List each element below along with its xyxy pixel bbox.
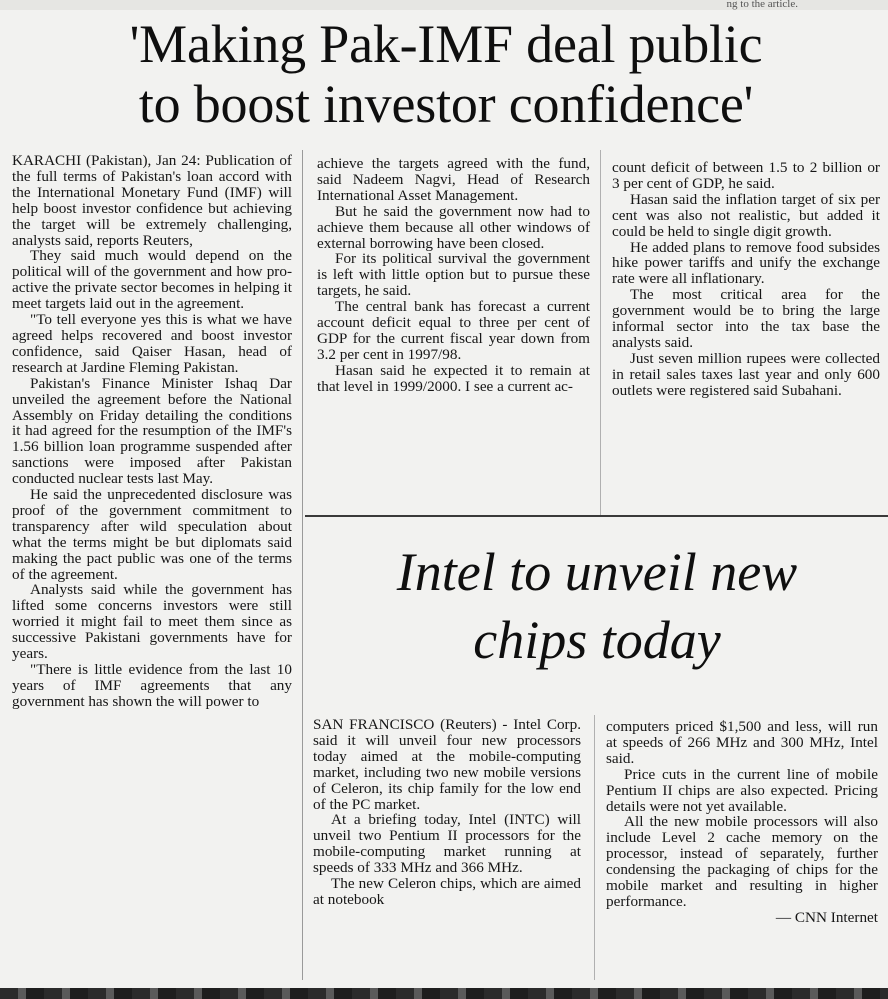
paragraph: At a briefing today, Intel (INTC) will unveil two Pentium II processors for the mobile-computing market running at speeds of 333 MHz and 366 MHz. (313, 811, 581, 877)
paragraph: He said the unprecedented disclosure was proof of the government commitment to transparency after wild speculation about what the terms might be but diplomats said making the pact public was one of the terms of the agreement. (12, 486, 292, 583)
paragraph: The new Celeron chips, which are aimed at notebook (313, 875, 581, 908)
previous-article-strip (0, 0, 888, 10)
paragraph: He added plans to remove food subsides hike power tariffs and unify the exchange rate were all inflationary. (612, 238, 880, 288)
headline-line-1: 'Making Pak-IMF deal public (129, 14, 763, 74)
paragraph: KARACHI (Pakistan), Jan 24: Publication of the full terms of Pakistan's loan accord with the International Monetary Fund (IMF) will help boost investor confidence but achieving the target will be extremely challenging, analysts said, reports Reuters, (12, 152, 292, 249)
headline-line-2: to boost investor confidence' (138, 74, 754, 134)
paragraph: All the new mobile processors will also include Level 2 cache memory on the processor, instead of separately, further condensing the packaging of chips for the mobile market and resulting in higher performance. (606, 813, 878, 910)
article-separator-rule (305, 515, 888, 517)
paragraph: Hasan said the inflation target of six per cent was also not realistic, but added it could be held to single digit growth. (612, 190, 880, 240)
article-headline-intel (308, 538, 886, 674)
imf-article-column-1 (12, 153, 292, 710)
paragraph: Just seven million rupees were collected in retail sales taxes last year and only 600 outlets were registered said Subahani. (612, 349, 880, 399)
article-credit: — CNN Internet (775, 908, 878, 926)
column-divider (600, 150, 601, 515)
headline-line-1: Intel to unveil new (396, 542, 798, 602)
paragraph: The most critical area for the government would be to bring the large informal sector into the tax base the analysts said. (612, 286, 880, 351)
paragraph: For its political survival the government is left with little option but to pursue these targets, he said. (317, 250, 590, 300)
imf-article-column-3 (612, 160, 880, 399)
paragraph: Analysts said while the government has lifted some concerns investors were still worried it might fail to meet them since as successive Pakistani governments have for years. (12, 581, 292, 663)
paragraph: SAN FRANCISCO (Reuters) - Intel Corp. said it will unveil four new processors today aimed at the mobile-computing market, including two new mobile versions of Celeron, its chip family for the low end of the PC market. (313, 716, 581, 813)
paragraph: Pakistan's Finance Minister Ishaq Dar unveiled the agreement before the National Assembly on Friday detailing the conditions it had agreed for the resumption of the IMF's 1.56 billion loan programme suspended after sanctions were imposed after Pakistan conducted nuclear tests last May. (12, 374, 292, 488)
paragraph: They said much would depend on the political will of the government and how pro-active the private sector becomes in helping it meet targets laid out in the agreement. (12, 247, 292, 313)
column-divider (594, 715, 595, 980)
previous-article-fragment: ng to the article. (726, 0, 798, 10)
paragraph: Price cuts in the current line of mobile Pentium II chips are also expected. Pricing details were not yet available. (606, 765, 878, 815)
headline-line-2: chips today (473, 610, 721, 670)
paragraph: Hasan said he expected it to remain at that level in 1999/2000. I see a current ac- (317, 361, 590, 395)
paragraph: count deficit of between 1.5 to 2 billion or 3 per cent of GDP, he said. (612, 159, 880, 192)
paragraph: "To tell everyone yes this is what we have agreed helps recovered and boost investor confidence, said Qaiser Hasan, head of research at Jardine Fleming Pakistan. (12, 311, 292, 376)
paragraph: computers priced $1,500 and less, will run at speeds of 266 MHz and 300 MHz, Intel said. (606, 718, 878, 767)
paragraph: "There is little evidence from the last 10 years of IMF agreements that any government has shown the will power to (12, 661, 292, 710)
intel-article-column-2 (606, 719, 878, 926)
imf-article-column-2 (317, 156, 590, 395)
paragraph: But he said the government now had to achieve them because all other windows of external borrowing have been closed. (317, 202, 590, 252)
article-headline-imf (12, 14, 880, 134)
intel-article-column-1 (313, 717, 581, 908)
next-article-strip (0, 988, 888, 999)
column-divider (302, 150, 303, 980)
paragraph: achieve the targets agreed with the fund, said Nadeem Nagvi, Head of Research International Asset Management. (317, 155, 590, 204)
paragraph: The central bank has forecast a current account deficit equal to three per cent of GDP for the current fiscal year down from 3.2 per cent in 1997/98. (317, 298, 590, 363)
